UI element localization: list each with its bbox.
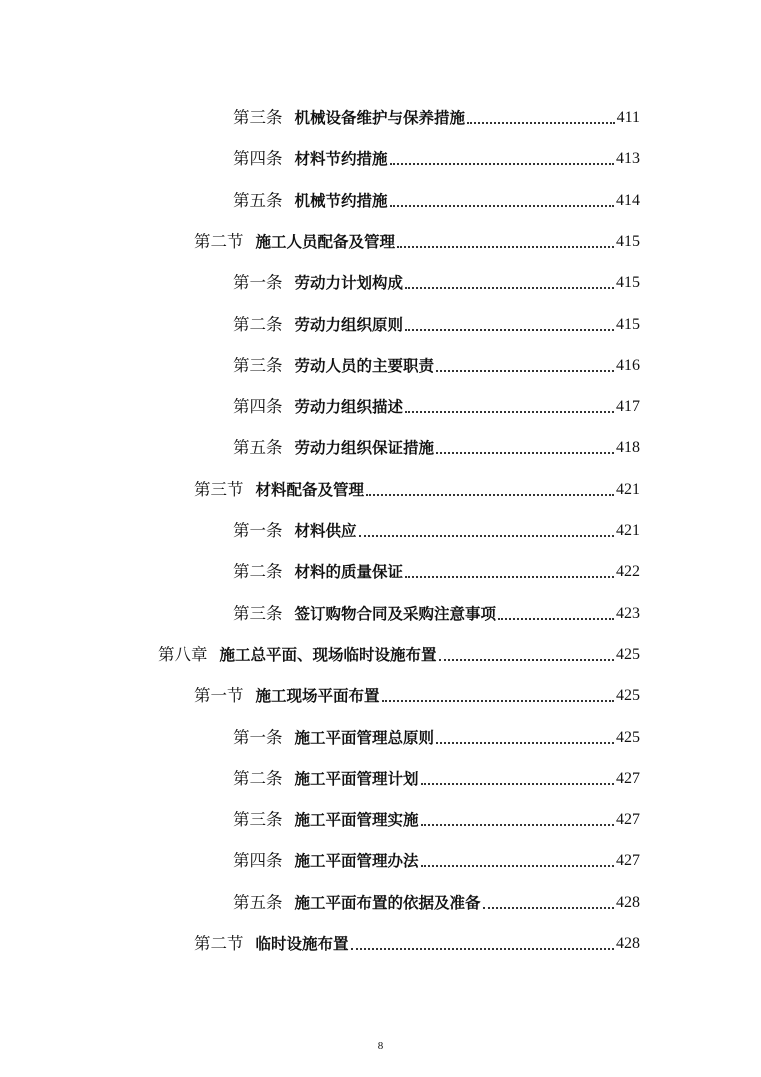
toc-entry-title: 施工平面管理总原则 xyxy=(294,728,435,747)
toc-entry xyxy=(233,761,640,789)
toc-entry-page: 415 xyxy=(616,315,640,333)
toc-entry-number: 第二节 xyxy=(194,231,244,251)
toc-entry xyxy=(233,183,640,211)
toc-entry-number: 第二条 xyxy=(233,562,283,582)
toc-entry-title: 机械设备维护与保养措施 xyxy=(294,109,466,127)
toc-entry-number: 第三条 xyxy=(233,810,283,830)
toc-entry-number: 第四条 xyxy=(233,149,283,169)
toc-entry-page: 411 xyxy=(616,109,640,126)
toc-entry-page: 415 xyxy=(616,274,640,292)
toc-entry-number: 第二条 xyxy=(233,768,283,788)
toc-entry xyxy=(233,348,640,376)
toc-entry-page: 427 xyxy=(616,811,640,829)
toc-entry-page: 414 xyxy=(616,191,640,209)
toc-entry xyxy=(233,100,640,128)
toc-entry-number: 第二条 xyxy=(233,314,283,334)
toc-entry-title: 劳动力组织描述 xyxy=(294,398,404,417)
toc-entry-title: 劳动力组织原则 xyxy=(294,315,404,334)
toc-entry xyxy=(194,926,640,954)
toc-entry-number: 第三条 xyxy=(233,603,283,623)
toc-entry xyxy=(233,265,640,293)
toc-entry-number: 第一条 xyxy=(233,521,283,540)
toc-dot-leader xyxy=(439,659,614,661)
toc-entry-page: 421 xyxy=(616,522,640,539)
toc-dot-leader xyxy=(436,370,614,372)
toc-entry-page: 421 xyxy=(616,480,640,498)
toc-dot-leader xyxy=(405,576,614,578)
toc-entry xyxy=(233,885,640,913)
toc-entry-number: 第四条 xyxy=(233,397,283,417)
toc-entry-page: 413 xyxy=(616,150,640,168)
toc-entry-title: 劳动力组织保证措施 xyxy=(294,439,435,458)
toc-entry-page: 418 xyxy=(616,439,640,457)
toc-dot-leader xyxy=(421,824,614,826)
toc-entry-title: 材料配备及管理 xyxy=(255,480,365,499)
toc-entry-number: 第一条 xyxy=(233,273,283,293)
toc-dot-leader xyxy=(359,535,614,537)
toc-entry xyxy=(158,637,640,665)
toc-entry xyxy=(194,472,640,500)
toc-entry xyxy=(233,513,640,541)
toc-entry xyxy=(233,843,640,871)
toc-entry xyxy=(233,430,640,458)
toc-entry xyxy=(233,554,640,582)
toc-entry-title: 劳动人员的主要职责 xyxy=(294,356,435,375)
toc-dot-leader xyxy=(397,246,614,248)
toc-entry-number: 第五条 xyxy=(233,190,283,210)
toc-dot-leader xyxy=(405,287,614,289)
toc-entry xyxy=(194,224,640,252)
toc-entry-title: 施工总平面、现场临时设施布置 xyxy=(219,645,437,664)
toc-entry xyxy=(194,678,640,706)
toc-entry-title: 材料的质量保证 xyxy=(294,563,404,582)
toc-entry-page: 425 xyxy=(616,728,640,746)
toc-entry-page: 428 xyxy=(616,935,640,952)
toc-entry-page: 425 xyxy=(616,645,640,663)
toc-entry-page: 428 xyxy=(616,893,640,911)
toc-entry-number: 第四条 xyxy=(233,851,283,871)
toc-entry-title: 劳动力计划构成 xyxy=(294,274,404,293)
toc-dot-leader xyxy=(467,122,615,124)
toc-entry-title: 材料节约措施 xyxy=(294,150,388,169)
toc-entry xyxy=(233,720,640,748)
toc-entry-title: 施工平面管理实施 xyxy=(294,811,419,830)
toc-entry xyxy=(233,307,640,335)
toc-dot-leader xyxy=(390,205,614,207)
toc-entry-title: 施工人员配备及管理 xyxy=(255,232,396,251)
toc-entry-title: 施工平面管理计划 xyxy=(294,769,419,788)
toc-entry-number: 第一条 xyxy=(233,727,283,747)
toc-dot-leader xyxy=(436,742,614,744)
toc-entry-page: 427 xyxy=(616,769,640,787)
toc-dot-leader xyxy=(436,452,614,454)
toc-entry-page: 422 xyxy=(616,563,640,581)
toc-dot-leader xyxy=(498,618,614,620)
toc-entry xyxy=(233,802,640,830)
toc-entry-title: 施工现场平面布置 xyxy=(255,687,380,706)
toc-dot-leader xyxy=(382,700,614,702)
page-number: 8 xyxy=(377,1040,384,1052)
toc-entry-number: 第五条 xyxy=(233,438,283,458)
toc-entry-page: 427 xyxy=(616,852,640,870)
toc-entry xyxy=(233,389,640,417)
toc-dot-leader xyxy=(390,163,614,165)
toc-dot-leader xyxy=(405,411,614,413)
toc-dot-leader xyxy=(366,494,614,496)
toc-entry-page: 423 xyxy=(616,604,640,622)
toc-entry-page: 416 xyxy=(616,356,640,374)
toc-entry xyxy=(233,141,640,169)
toc-entry-page: 417 xyxy=(616,398,640,416)
toc-entry-title: 施工平面布置的依据及准备 xyxy=(294,893,481,912)
toc-dot-leader xyxy=(421,783,614,785)
toc-entry-page: 415 xyxy=(616,232,640,250)
toc-dot-leader xyxy=(405,329,614,331)
toc-entry-number: 第三节 xyxy=(194,479,244,499)
toc-entry-number: 第三条 xyxy=(233,355,283,375)
toc-entry-number: 第一节 xyxy=(194,686,244,706)
toc-entry-number: 第五条 xyxy=(233,892,283,912)
toc-entry-number: 第二节 xyxy=(194,934,244,953)
toc-dot-leader xyxy=(483,907,614,909)
toc-entry-number: 第八章 xyxy=(158,644,208,664)
toc-dot-leader xyxy=(421,865,614,867)
toc-entry-title: 材料供应 xyxy=(294,522,357,540)
toc-dot-leader xyxy=(351,948,614,950)
toc-entry-title: 机械节约措施 xyxy=(294,191,388,210)
toc-entry-title: 签订购物合同及采购注意事项 xyxy=(294,604,497,623)
toc-entry xyxy=(233,596,640,624)
toc-entry-page: 425 xyxy=(616,687,640,705)
toc-entry-number: 第三条 xyxy=(233,108,283,127)
toc-entry-title: 施工平面管理办法 xyxy=(294,852,419,871)
toc-entry-title: 临时设施布置 xyxy=(255,935,349,953)
